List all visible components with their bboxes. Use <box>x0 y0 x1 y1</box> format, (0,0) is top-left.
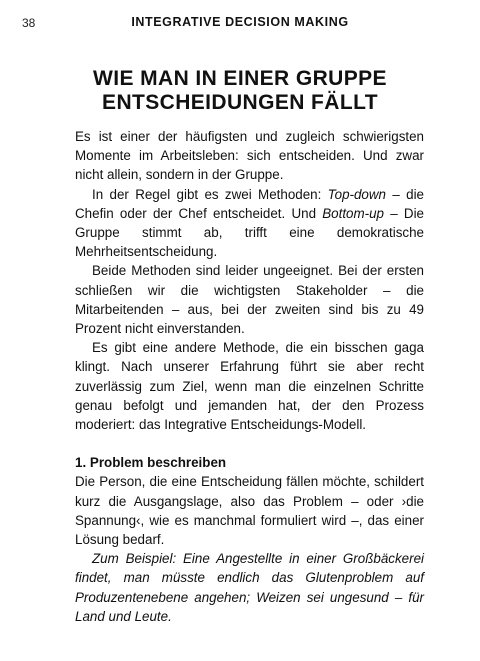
methods-paragraph <box>75 185 424 262</box>
methods-text-a: In der Regel gibt es zwei Methoden: <box>92 186 328 202</box>
body-text <box>75 127 424 626</box>
problem-paragraph: Die Person, die eine Entscheidung fällen möchte, schildert kurz die Ausgangslage, also das Problem – oder ›die Spannung‹, wie es manchmal formuliert wird –, das einer Lösung bedarf. <box>75 474 424 548</box>
intro-paragraph: Es ist einer der häufigsten und zugleich schwierigsten Momente im Arbeitsleben: sich entscheiden. Und zwar nicht allein, sondern in der Gruppe. <box>75 129 424 183</box>
section-heading-problem: 1. Problem beschreiben <box>75 455 227 471</box>
chapter-title-line-2: ENTSCHEIDUNGEN FÄLLT <box>102 91 378 114</box>
methods-text-c: – Die Gruppe stimmt ab, trifft eine demokratische Mehrheitsentscheidung. <box>75 205 424 260</box>
bottom-up-term: Bottom-up <box>322 205 385 221</box>
alternative-method-paragraph: Es gibt eine andere Methode, die ein bisschen gaga klingt. Nach unserer Erfahrung führt sie aber recht zuverlässig zum Ziel, wenn man die einzelnen Schritte genau befolgt und jemanden hat, der den Prozess moderiert: das Integrative Entscheidungs-Modell. <box>75 340 424 433</box>
unsuitable-paragraph: Beide Methoden sind leider ungeeignet. Bei der ersten schließen wir die wichtigsten Stakeholder – die Mitarbeitenden – aus, bei der zweiten sind bis zu 49 Prozent nicht einverstanden. <box>75 263 424 337</box>
example-paragraph <box>75 549 424 626</box>
example-text: Zum Beispiel: Eine Angestellte in einer Großbäckerei findet, man müsste endlich das Glutenproblem auf Produzentenebene angehen; Weizen sei ungesund – für Land und Leute. <box>75 551 424 624</box>
methods-text-b: – die Chefin oder der Chef entscheidet. Und <box>75 186 424 221</box>
chapter-title <box>40 67 440 115</box>
top-down-term: Top-down <box>327 186 386 202</box>
running-head: INTEGRATIVE DECISION MAKING <box>131 15 349 29</box>
page-number: 38 <box>22 16 36 30</box>
chapter-title-line-1: WIE MAN IN EINER GRUPPE <box>93 67 387 90</box>
